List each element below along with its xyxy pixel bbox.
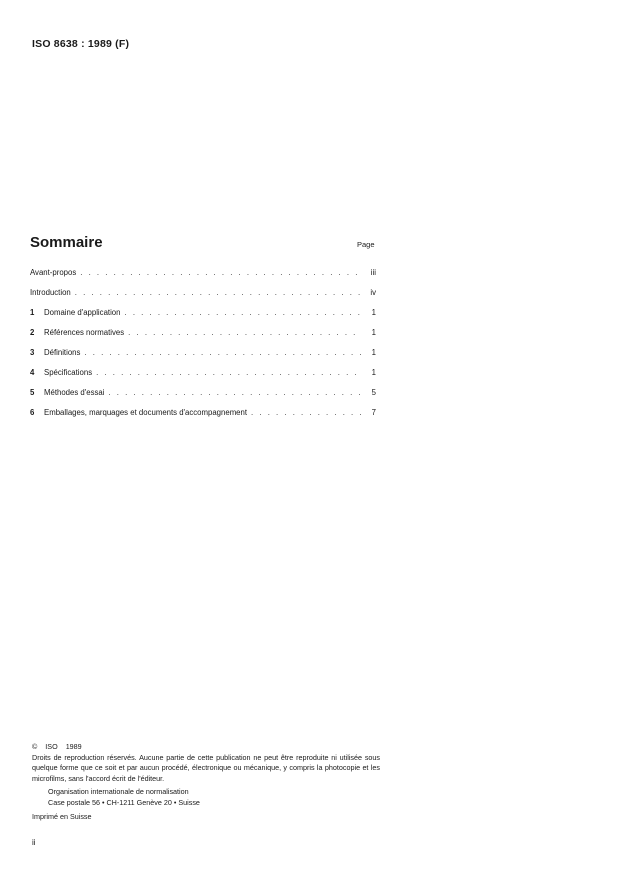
toc-entry-page: 1 xyxy=(371,328,376,337)
organization-name: Organisation internationale de normalisation xyxy=(48,787,189,796)
toc-entry-methodes[interactable] xyxy=(30,388,376,408)
rights-notice: Droits de reproduction réservés. Aucune partie de cette publication ne peut être reproduite ni utilisée sous quelque forme que ce soit et par aucun procédé, électronique ou mécanique, y compris la photocopie et les microfilms, sans l'accord écrit de l'éditeur. xyxy=(32,752,380,783)
toc-entry-page: 1 xyxy=(371,368,376,377)
copyright-block xyxy=(32,742,380,823)
toc-leader-dots xyxy=(251,408,362,417)
toc-entry-number: 2 xyxy=(30,328,35,337)
toc-entry-label: Emballages, marquages et documents d'accompagnement xyxy=(44,408,248,417)
toc-entry-label: Spécifications xyxy=(44,368,93,377)
toc-leader-dots xyxy=(84,348,362,357)
toc-entry-number: 6 xyxy=(30,408,35,417)
toc-entry-page: iii xyxy=(370,268,376,277)
toc-entry-number: 5 xyxy=(30,388,35,397)
toc-leader-dots xyxy=(108,388,362,397)
toc-entry-emballages[interactable] xyxy=(30,408,376,428)
toc-entry-introduction[interactable] xyxy=(30,288,376,308)
toc-leader-dots xyxy=(124,308,362,317)
toc-entry-page: iv xyxy=(370,288,376,297)
toc-leader-dots xyxy=(128,328,362,337)
toc-entry-number: 1 xyxy=(30,308,35,317)
toc-entry-label: Domaine d'application xyxy=(44,308,121,317)
toc-entry-avant-propos[interactable] xyxy=(30,268,376,288)
toc-title: Sommaire xyxy=(30,234,103,251)
toc-entry-page: 1 xyxy=(371,308,376,317)
toc-entry-label: Références normatives xyxy=(44,328,125,337)
organization-address: Case postale 56 • CH-1211 Genève 20 • Suisse xyxy=(48,797,200,807)
copyright-org: ISO xyxy=(45,742,58,751)
toc-entry-page: 1 xyxy=(371,348,376,357)
toc-page-heading: Page xyxy=(357,240,375,249)
toc-leader-dots xyxy=(96,368,362,377)
toc-entry-label: Méthodes d'essai xyxy=(44,388,105,397)
toc-leader-dots xyxy=(75,288,362,297)
toc-entry-number: 3 xyxy=(30,348,35,357)
toc-entry-page: 7 xyxy=(371,408,376,417)
toc-entry-specifications[interactable] xyxy=(30,368,376,388)
copyright-year: 1989 xyxy=(65,742,82,751)
printed-in: Imprimé en Suisse xyxy=(32,812,92,821)
toc-entry-label: Définitions xyxy=(44,348,81,357)
page-number: ii xyxy=(32,838,36,847)
document-identifier: ISO 8638 : 1989 (F) xyxy=(32,38,130,50)
toc-entry-references[interactable] xyxy=(30,328,376,348)
toc-entry-label: Introduction xyxy=(30,288,71,297)
copyright-symbol: © xyxy=(32,742,38,751)
toc-entry-definitions[interactable] xyxy=(30,348,376,368)
toc-entry-label: Avant-propos xyxy=(30,268,77,277)
toc-entry-page: 5 xyxy=(371,388,376,397)
toc-leader-dots xyxy=(80,268,362,277)
toc-entry-number: 4 xyxy=(30,368,35,377)
copyright-line xyxy=(32,742,380,753)
table-of-contents xyxy=(30,268,376,428)
toc-entry-domaine[interactable] xyxy=(30,308,376,328)
